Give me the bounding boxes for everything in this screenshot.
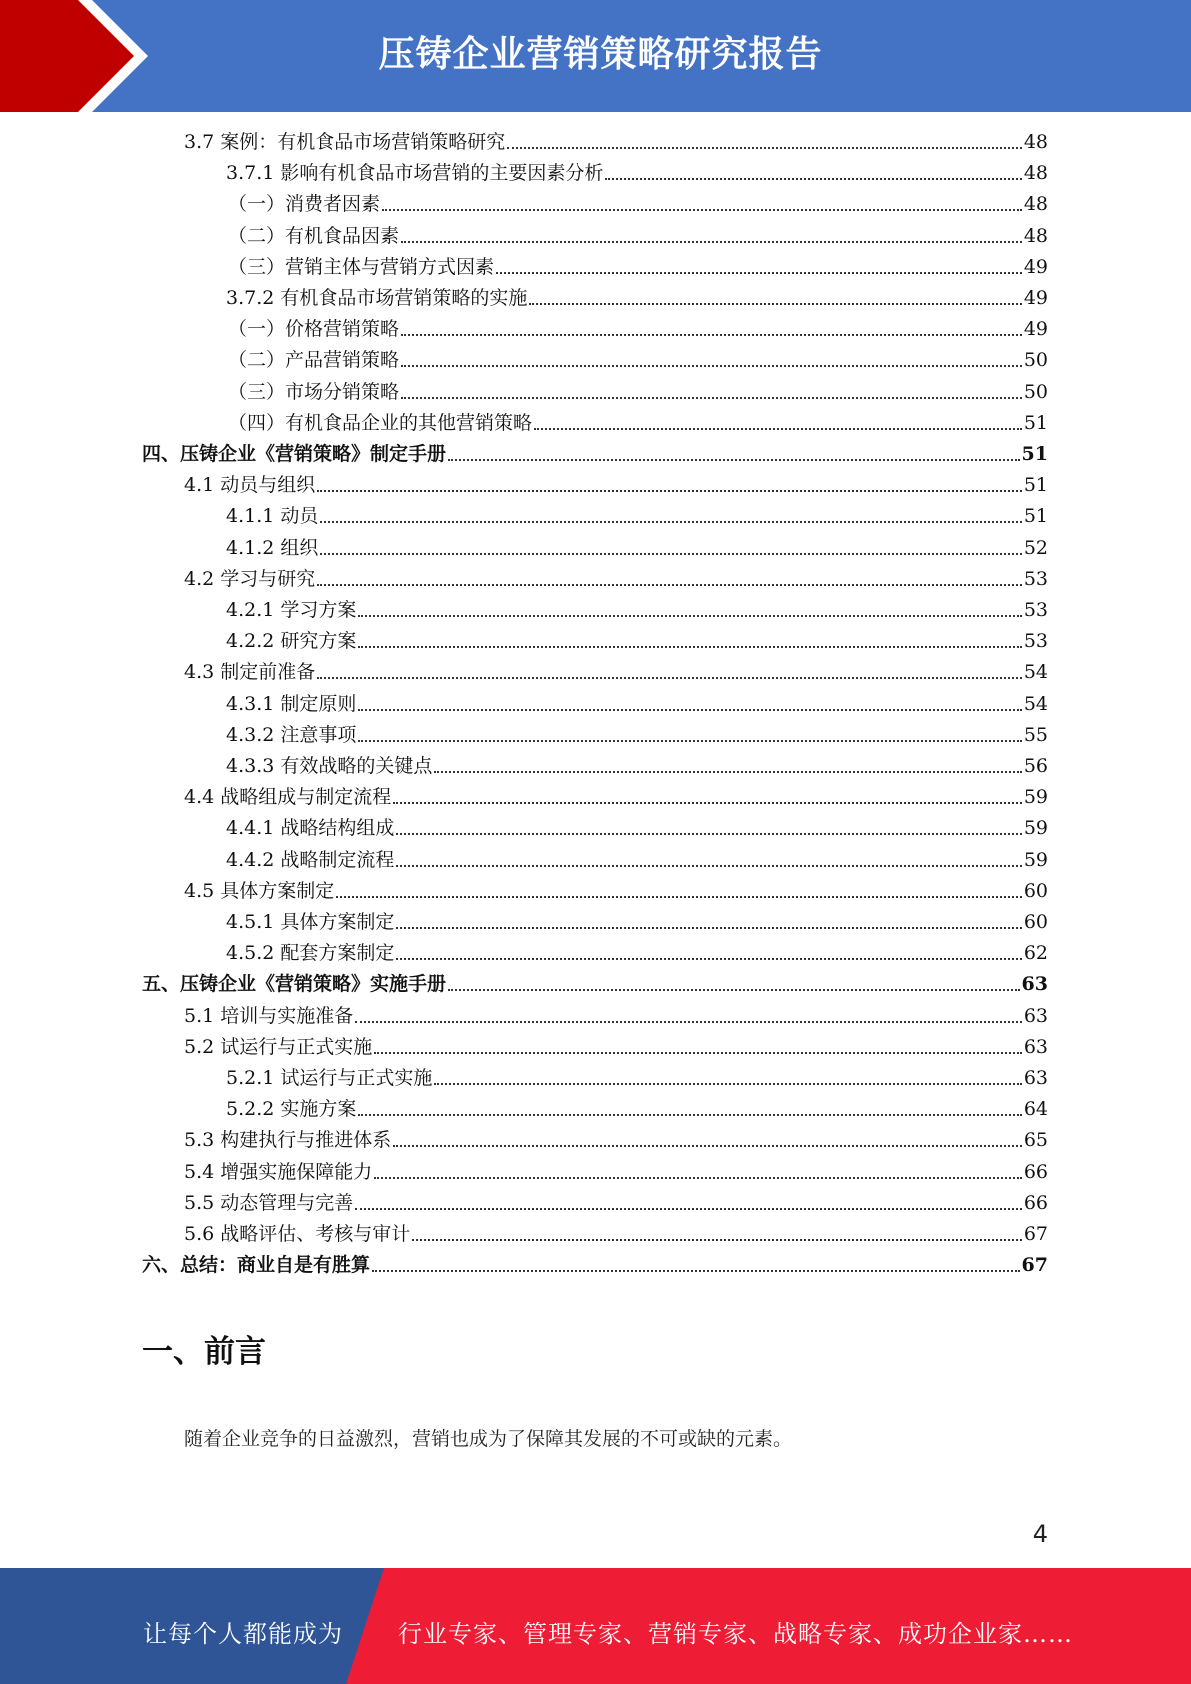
toc-entry[interactable] [226,1095,1048,1123]
toc-entry-page: 53 [1023,630,1048,653]
section-heading: 一、前言 [142,1334,266,1370]
toc-entry[interactable] [226,908,1048,936]
toc-entry-page: 64 [1023,1098,1048,1121]
toc-entry-label: （二）有机食品因素 [228,224,400,247]
toc-leader-dots [396,864,1021,867]
toc-leader-dots [448,988,1020,991]
toc-leader-dots [358,739,1021,742]
toc-leader-dots [355,1207,1022,1210]
toc-entry-page: 62 [1023,942,1048,965]
toc-leader-dots [529,302,1021,305]
toc-entry[interactable] [226,596,1048,624]
toc-entry-page: 67 [1021,1254,1048,1277]
toc-entry-page: 63 [1023,1067,1048,1089]
toc-entry-label: 四、压铸企业《营销策略》制定手册 [142,443,447,465]
toc-entry[interactable] [184,471,1048,499]
toc-entry-page: 63 [1021,973,1048,996]
toc-leader-dots [396,957,1021,960]
intro-paragraph: 随着企业竞争的日益激烈，营销也成为了保障其发展的不可或缺的元素。 [184,1428,793,1450]
toc-entry[interactable] [226,752,1048,780]
toc-entry-label: 4.4.2 战略制定流程 [226,848,395,871]
toc-entry-page: 54 [1023,692,1048,715]
toc-entry-label: 3.7.2 有机食品市场营销策略的实施 [226,287,528,309]
page-number: 4 [1032,1520,1048,1548]
footer-slogan-left: 让每个人都能成为 [143,1620,343,1648]
toc-entry-page: 49 [1023,255,1048,278]
toc-entry[interactable] [228,346,1048,374]
toc-entry[interactable] [228,378,1048,406]
toc-entry-page: 48 [1023,162,1048,185]
toc-entry-page: 53 [1023,567,1048,590]
toc-leader-dots [336,895,1022,898]
toc-entry[interactable] [184,1126,1048,1154]
toc-entry-page: 48 [1023,131,1048,153]
toc-entry-label: （一）消费者因素 [228,193,381,216]
toc-entry-page: 59 [1023,848,1048,871]
document-title: 压铸企业营销策略研究报告 [378,34,823,75]
toc-leader-dots [396,832,1021,835]
toc-entry-page: 49 [1023,318,1048,341]
toc-leader-dots [320,520,1021,523]
toc-entry[interactable] [142,1251,1048,1279]
toc-entry-page: 59 [1023,817,1048,840]
toc-entry-label: 3.7.1 影响有机食品市场营销的主要因素分析 [226,162,604,185]
toc-entry[interactable] [228,222,1048,250]
toc-entry-page: 54 [1023,661,1048,684]
toc-entry-page: 59 [1023,786,1048,809]
toc-entry-page: 55 [1023,723,1048,746]
toc-entry-page: 66 [1023,1191,1048,1214]
toc-entry-page: 67 [1023,1223,1048,1245]
toc-leader-dots [358,708,1021,711]
footer-slogan-right: 行业专家、管理专家、营销专家、战略专家、成功企业家…… [398,1620,1073,1648]
toc-leader-dots [382,208,1022,211]
toc-entry[interactable] [226,939,1048,967]
toc-entry-label: 5.2.1 试运行与正式实施 [226,1067,433,1089]
header-banner [0,0,1191,112]
toc-leader-dots [412,1238,1022,1241]
toc-entry-label: 5.2.2 实施方案 [226,1098,357,1121]
toc-entry-page: 63 [1023,1035,1048,1058]
toc-entry-page: 60 [1023,879,1048,902]
toc-entry-label: （三）市场分销策略 [228,380,400,403]
toc-leader-dots [374,1176,1022,1179]
toc-entry[interactable] [142,970,1048,998]
toc-leader-dots [401,240,1022,243]
toc-entry[interactable] [142,440,1048,468]
toc-leader-dots [401,396,1022,399]
toc-entry-page: 51 [1021,443,1048,465]
toc-entry-label: 4.2 学习与研究 [184,567,316,590]
toc-leader-dots [317,676,1022,679]
toc-entry-label: 4.3.1 制定原则 [226,692,357,715]
toc-entry[interactable] [226,502,1048,530]
toc-leader-dots [317,489,1022,492]
toc-entry[interactable] [226,534,1048,562]
toc-entry-label: 4.3.2 注意事项 [226,723,357,746]
toc-entry-label: 4.1 动员与组织 [184,474,316,497]
toc-leader-dots [355,1020,1022,1023]
toc-entry-label: 5.5 动态管理与完善 [184,1191,354,1214]
toc-entry-label: 4.5.2 配套方案制定 [226,942,395,965]
toc-entry-label: 4.5 具体方案制定 [184,879,335,902]
toc-entry[interactable] [226,721,1048,749]
toc-leader-dots [372,1269,1020,1272]
toc-leader-dots [320,552,1021,555]
toc-entry-label: （四）有机食品企业的其他营销策略 [228,411,533,434]
toc-entry-page: 48 [1023,193,1048,216]
toc-leader-dots [374,1051,1022,1054]
toc-entry[interactable] [184,783,1048,811]
toc-entry-label: 4.4 战略组成与制定流程 [184,786,392,809]
toc-leader-dots [496,271,1022,274]
toc-entry[interactable] [184,877,1048,905]
toc-entry-page: 65 [1023,1129,1048,1152]
toc-entry-label: 4.1.1 动员 [226,505,319,528]
toc-entry-page: 51 [1023,505,1048,528]
toc-entry-label: 5.3 构建执行与推进体系 [184,1129,392,1152]
toc-entry[interactable] [184,1220,1048,1248]
toc-entry-label: 六、总结：商业自是有胜算 [142,1254,371,1277]
toc-entry-label: （二）产品营销策略 [228,349,400,372]
toc-entry[interactable] [184,565,1048,593]
toc-leader-dots [534,427,1022,430]
toc-entry[interactable] [226,814,1048,842]
toc-entry-label: （三）营销主体与营销方式因素 [228,255,495,278]
toc-leader-dots [401,364,1022,367]
toc-entry-page: 53 [1023,599,1048,621]
toc-entry[interactable] [184,128,1048,156]
toc-entry-label: 4.5.1 具体方案制定 [226,911,395,933]
toc-entry-label: 4.3.3 有效战略的关键点 [226,755,433,777]
toc-entry-label: 4.1.2 组织 [226,536,319,559]
toc-leader-dots [317,583,1022,586]
toc-entry-label: 5.4 增强实施保障能力 [184,1160,373,1183]
toc-entry-page: 50 [1023,349,1048,372]
toc-leader-dots [605,177,1021,180]
toc-entry[interactable] [184,1189,1048,1217]
toc-leader-dots [434,1082,1021,1085]
toc-entry-page: 48 [1023,224,1048,247]
toc-entry-page: 49 [1023,287,1048,309]
toc-entry-page: 56 [1023,755,1048,777]
toc-entry-page: 51 [1023,411,1048,434]
toc-entry[interactable] [184,1033,1048,1061]
toc-entry[interactable] [228,315,1048,343]
toc-entry-page: 51 [1023,474,1048,497]
toc-entry-label: 4.4.1 战略结构组成 [226,817,395,840]
toc-leader-dots [507,146,1022,149]
toc-entry[interactable] [226,690,1048,718]
toc-entry-label: 4.2.1 学习方案 [226,599,357,621]
toc-entry-label: 5.2 试运行与正式实施 [184,1035,373,1058]
toc-leader-dots [396,926,1021,929]
toc-entry-label: 五、压铸企业《营销策略》实施手册 [142,973,447,996]
toc-entry[interactable] [228,253,1048,281]
toc-entry[interactable] [226,284,1048,312]
toc-entry[interactable] [226,159,1048,187]
toc-leader-dots [358,645,1021,648]
toc-leader-dots [393,1144,1022,1147]
toc-entry-page: 66 [1023,1160,1048,1183]
footer-banner [0,1568,1191,1684]
toc-entry-page: 63 [1023,1004,1048,1027]
toc-entry[interactable] [226,627,1048,655]
toc-entry[interactable] [184,1002,1048,1030]
toc-entry[interactable] [184,658,1048,686]
toc-leader-dots [448,458,1020,461]
toc-leader-dots [434,770,1021,773]
toc-entry-label: 5.1 培训与实施准备 [184,1004,354,1027]
toc-entry[interactable] [226,846,1048,874]
toc-entry[interactable] [228,409,1048,437]
toc-leader-dots [358,614,1021,617]
toc-entry-page: 60 [1023,911,1048,933]
toc-entry-label: 4.3 制定前准备 [184,661,316,684]
toc-entry-label: （一）价格营销策略 [228,318,400,341]
toc-entry[interactable] [226,1064,1048,1092]
toc-leader-dots [393,801,1022,804]
toc-entry-page: 52 [1023,536,1048,559]
toc-entry-label: 3.7 案例：有机食品市场营销策略研究 [184,131,506,153]
toc-entry[interactable] [184,1158,1048,1186]
toc-entry-page: 50 [1023,380,1048,403]
toc-leader-dots [401,333,1022,336]
toc-leader-dots [358,1113,1021,1116]
toc-entry-label: 5.6 战略评估、考核与审计 [184,1223,411,1245]
toc-entry[interactable] [228,190,1048,218]
toc-entry-label: 4.2.2 研究方案 [226,630,357,653]
